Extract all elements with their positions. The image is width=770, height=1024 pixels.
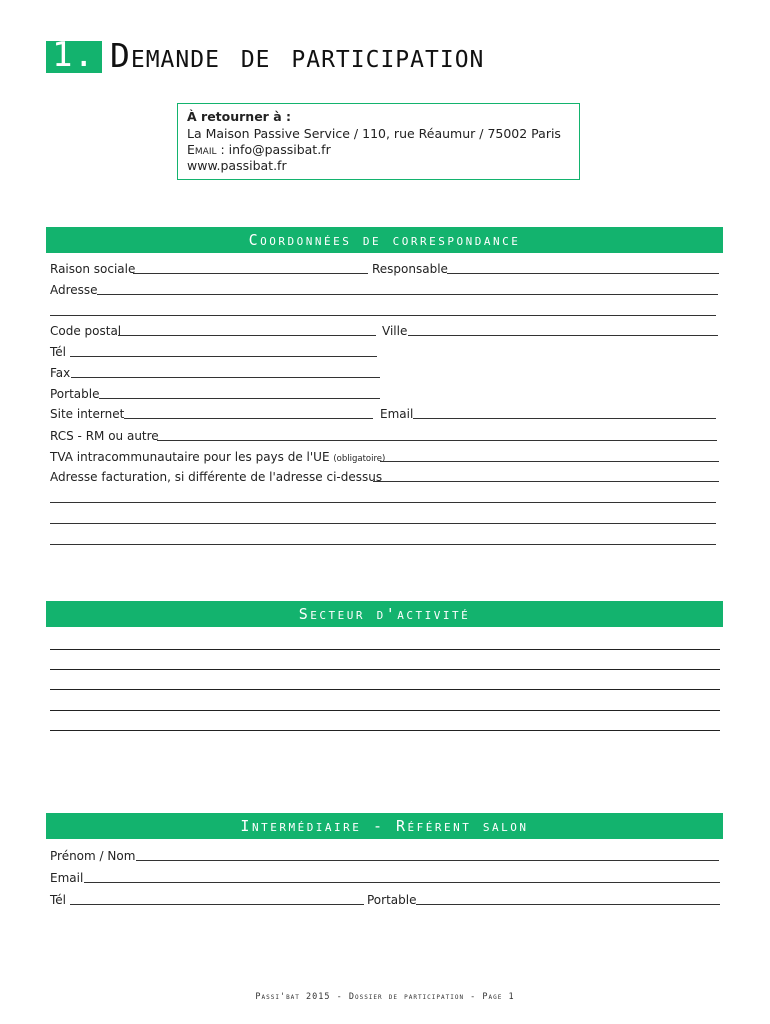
- label-email: Email: [380, 407, 414, 421]
- field-email[interactable]: [413, 418, 716, 419]
- field-tel[interactable]: [70, 356, 377, 357]
- label-fax: Fax: [50, 366, 71, 380]
- field-adresse-line-2[interactable]: [50, 315, 716, 316]
- label-rcs: RCS - RM ou autre: [50, 429, 159, 443]
- page-title: Demande de participation: [110, 36, 485, 75]
- field-activity-line-3[interactable]: [50, 689, 720, 690]
- section-number: 1.: [52, 35, 95, 75]
- field-adresse-facturation[interactable]: [373, 481, 719, 482]
- label-ville: Ville: [382, 324, 408, 338]
- label-referent-portable: Portable: [367, 893, 417, 907]
- label-prenom-nom: Prénom / Nom: [50, 849, 136, 863]
- page-footer: Passi'bat 2015 - Dossier de participation - Page 1: [255, 992, 515, 1002]
- field-referent-portable[interactable]: [416, 904, 720, 905]
- field-referent-email[interactable]: [84, 882, 720, 883]
- label-tva-note: (obligatoire): [333, 454, 386, 464]
- field-adresse[interactable]: [97, 294, 718, 295]
- field-code-postal[interactable]: [118, 335, 376, 336]
- return-website[interactable]: www.passibat.fr: [187, 158, 287, 173]
- label-referent-email: Email: [50, 871, 84, 885]
- label-tel: Tél: [50, 345, 67, 359]
- return-email-label: Email: [187, 142, 217, 157]
- label-adresse: Adresse: [50, 283, 98, 297]
- label-tva: [50, 450, 385, 466]
- label-responsable: Responsable: [372, 262, 448, 276]
- field-responsable[interactable]: [447, 273, 719, 274]
- label-raison-sociale: Raison sociale: [50, 262, 136, 276]
- return-address: La Maison Passive Service / 110, rue Réaumur / 75002 Paris: [187, 126, 561, 141]
- field-activity-line-2[interactable]: [50, 669, 720, 670]
- label-adresse-facturation: Adresse facturation, si différente de l'adresse ci-dessus: [50, 470, 383, 484]
- field-activity-line-4[interactable]: [50, 710, 720, 711]
- field-rcs[interactable]: [157, 440, 717, 441]
- label-portable: Portable: [50, 387, 100, 401]
- field-raison-sociale[interactable]: [133, 273, 368, 274]
- return-heading: À retourner à :: [187, 109, 291, 124]
- field-portable[interactable]: [99, 398, 380, 399]
- section-header-contact: Coordonnées de correspondance: [46, 227, 723, 253]
- field-adresse-facturation-line-2[interactable]: [50, 502, 716, 503]
- section-header-referent: Intermédiaire - Référent salon: [46, 813, 723, 839]
- field-adresse-facturation-line-4[interactable]: [50, 544, 716, 545]
- field-fax[interactable]: [71, 377, 380, 378]
- field-site-internet[interactable]: [124, 418, 373, 419]
- field-ville[interactable]: [408, 335, 718, 336]
- field-adresse-facturation-line-3[interactable]: [50, 523, 716, 524]
- field-referent-tel[interactable]: [70, 904, 364, 905]
- section-header-activity: Secteur d'activité: [46, 601, 723, 627]
- field-activity-line-1[interactable]: [50, 649, 720, 650]
- field-tva[interactable]: [380, 461, 719, 462]
- label-code-postal: Code postal: [50, 324, 122, 338]
- label-site-internet: Site internet: [50, 407, 125, 421]
- return-email-line: [187, 142, 331, 158]
- return-email-value[interactable]: : info@passibat.fr: [216, 142, 331, 157]
- field-prenom-nom[interactable]: [136, 860, 719, 861]
- field-activity-line-5[interactable]: [50, 730, 720, 731]
- label-referent-tel: Tél: [50, 893, 67, 907]
- label-tva-text: TVA intracommunautaire pour les pays de l'UE: [50, 450, 330, 464]
